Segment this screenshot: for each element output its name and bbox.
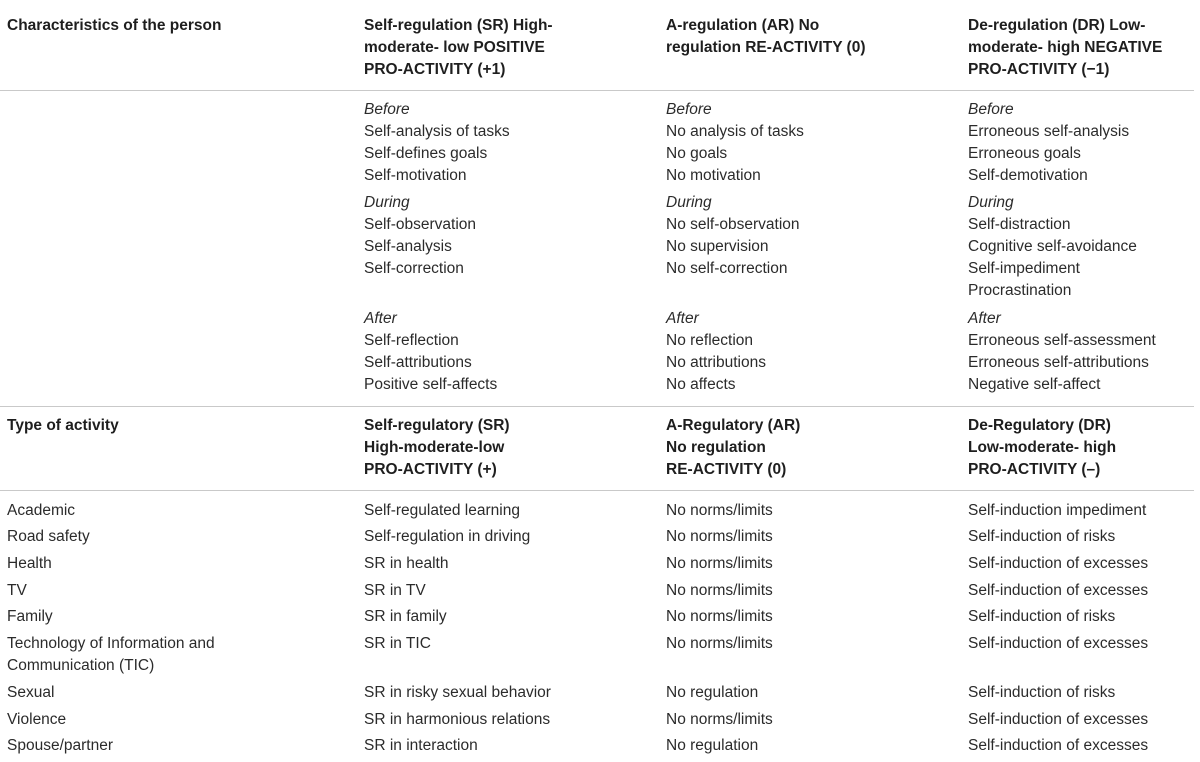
activity-ar: No norms/limits: [666, 711, 773, 728]
header-divider: [0, 90, 1194, 91]
activity-sr: SR in interaction: [364, 737, 478, 754]
activity-header-divider: [0, 490, 1194, 491]
ar-before-group: Before No analysis of tasks No goals No motivation: [666, 101, 804, 184]
activity-sr: Self-regulated learning: [364, 502, 520, 519]
header-self-regulatory: Self-regulatory (SR) High-moderate-low PRO-ACTIVITY (+): [364, 417, 510, 478]
sr-before-group: Before Self-analysis of tasks Self-defines goals Self-motivation: [364, 101, 510, 184]
activity-type: Violence: [7, 711, 67, 728]
ar-during-group: During No self-observation No supervision No self-correction: [666, 194, 800, 277]
activity-sr: SR in family: [364, 608, 447, 625]
activity-ar: No regulation: [666, 737, 759, 754]
dr-during-group: During Self-distraction Cognitive self-avoidance Self-impediment Procrastination: [968, 194, 1137, 299]
activity-dr: Self-induction of excesses: [968, 737, 1149, 754]
dr-after-group: After Erroneous self-assessment Erroneous self-attributions Negative self-affect: [968, 310, 1156, 393]
activity-sr: SR in TIC: [364, 635, 431, 652]
phases-divider: [0, 406, 1194, 407]
activity-dr: Self-induction of excesses: [968, 711, 1149, 728]
activity-dr: Self-induction of risks: [968, 608, 1116, 625]
activity-ar: No norms/limits: [666, 528, 773, 545]
sr-during-group: During Self-observation Self-analysis Self-correction: [364, 194, 477, 277]
activity-dr: Self-induction of risks: [968, 684, 1116, 701]
activity-type: Sexual: [7, 684, 55, 701]
header-de-regulation: De-regulation (DR) Low- moderate- high NEGATIVE PRO-ACTIVITY (−1): [968, 17, 1163, 78]
activity-sr: Self-regulation in driving: [364, 528, 531, 545]
activity-type: Road safety: [7, 528, 90, 545]
activity-type: Academic: [7, 502, 76, 519]
activity-ar: No norms/limits: [666, 582, 773, 599]
activity-type: Technology of Information and Communication (TIC): [7, 635, 215, 674]
activity-dr: Self-induction of excesses: [968, 582, 1149, 599]
activity-dr: Self-induction of excesses: [968, 555, 1149, 572]
activity-ar: No norms/limits: [666, 502, 773, 519]
header-characteristics: Characteristics of the person: [7, 17, 222, 34]
header-de-regulatory: De-Regulatory (DR) Low-moderate- high PRO-ACTIVITY (–): [968, 417, 1117, 478]
header-a-regulatory: A-Regulatory (AR) No regulation RE-ACTIVITY (0): [666, 417, 801, 478]
sr-after-group: After Self-reflection Self-attributions Positive self-affects: [364, 310, 498, 393]
activity-ar: No norms/limits: [666, 555, 773, 572]
activity-type: TV: [7, 582, 27, 599]
header-self-regulation: Self-regulation (SR) High- moderate- low POSITIVE PRO-ACTIVITY (+1): [364, 17, 553, 78]
activity-sr: SR in TV: [364, 582, 426, 599]
activity-ar: No norms/limits: [666, 608, 773, 625]
activity-sr: SR in risky sexual behavior: [364, 684, 551, 701]
activity-dr: Self-induction of excesses: [968, 635, 1149, 652]
activity-type: Spouse/partner: [7, 737, 113, 754]
activity-dr: Self-induction of risks: [968, 528, 1116, 545]
activity-sr: SR in health: [364, 555, 449, 572]
activity-ar: No norms/limits: [666, 635, 773, 652]
activity-ar: No regulation: [666, 684, 759, 701]
activity-sr: SR in harmonious relations: [364, 711, 551, 728]
header-a-regulation: A-regulation (AR) No regulation RE-ACTIVITY (0): [666, 17, 866, 56]
header-type-of-activity: Type of activity: [7, 417, 119, 434]
activity-dr: Self-induction impediment: [968, 502, 1147, 519]
ar-after-group: After No reflection No attributions No affects: [666, 310, 766, 393]
activity-type: Family: [7, 608, 53, 625]
activity-type: Health: [7, 555, 52, 572]
dr-before-group: Before Erroneous self-analysis Erroneous goals Self-demotivation: [968, 101, 1130, 184]
